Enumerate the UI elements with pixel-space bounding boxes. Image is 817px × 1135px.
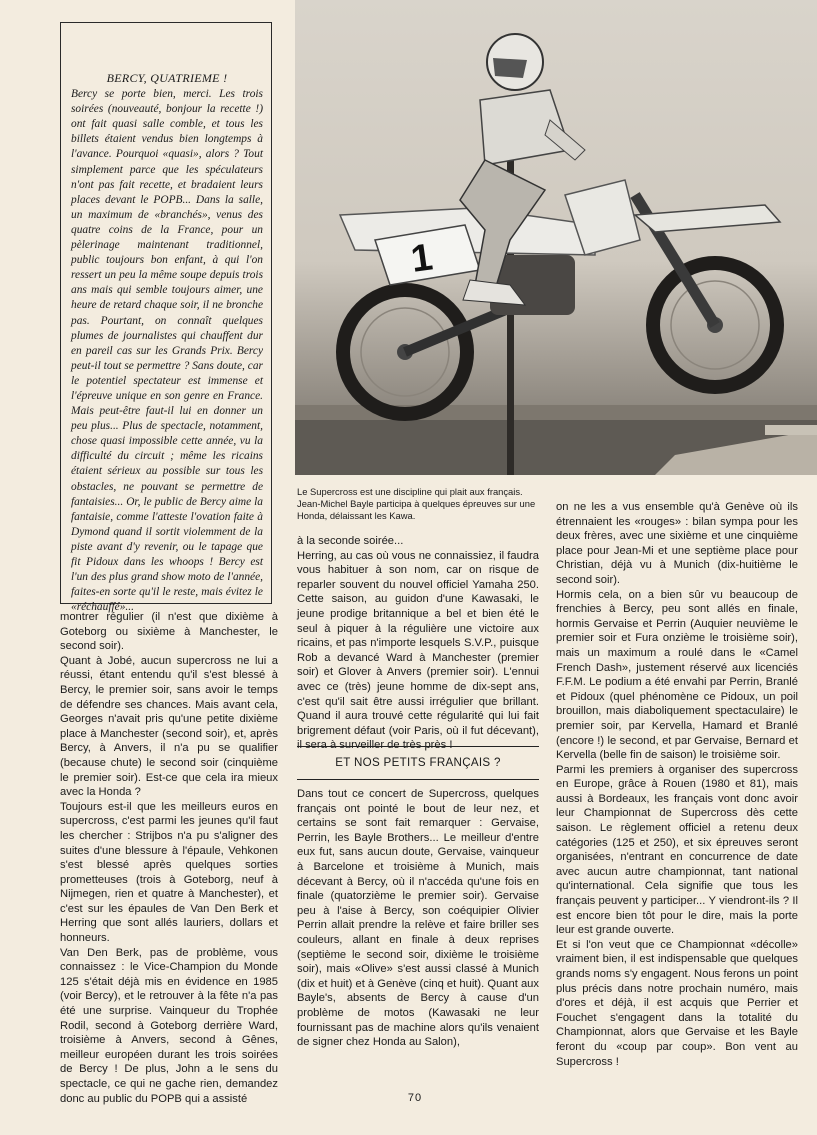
paragraph: Parmi les premiers à organiser des supercross en Europe, grâce à Rouen (1980 et 81), mais aussi à Bordeaux, les français vont donc avoir leur Championnat de Supercross dès cette saison. Le règlement officiel a retenu deux catégories (125 et 250), et six épreuves seront organisées, n'entrant en concurrence de date avec aucun autre championnat, tant national qu'international. Cela signifie que tous les français peuvent y participer... Y viendront-ils ? Il est encore bien tôt pour le dire, mais la porte leur est grande ouverte. <box>556 763 798 937</box>
sidebar-text: Bercy se porte bien, merci. Les trois soirées (nouveauté, bonjour la recette !) ont fait quasi salle comble, et tous les billets étaient vendus bien longtemps à l'avance. Pourquoi «quasi», alors ? Tout simplement parce que les spéculateurs n'ont pas fait recette, et bradaient leurs places devant le POPB... Dans la salle, un maximum de «branchés», venus des quatre coins de la France, pour un pèlerinage maintenant traditionnel, public toujours bon enfant, à qui l'on ressert un peu la même soupe depuis trois ans mais qui semble toujours aimer, une heure de retard chaque soir, il ne bronche pas. Pourtant, on connaît quelques plumes de journalistes qui chauffent dur en pareil cas sur les Grands Prix. Bercy peut-il tout se permettre ? Sans doute, car le potentiel spectateur est immense et l'épreuve unique en son genre en France. Mais peut-être faut-il lui en donner un peu plus... Plus de spectacle, notamment, chose quasi impossible cette année, vu la difficulté du circuit ; même les ricains étaient sérieux au possible sur tous les obstacles, ne pouvant se permettre de fantaisies... Or, le public de Bercy aime la fantaisie, comme l'atteste l'ovation faite à Dymond quand il sortit violemment de la piste avant d'y revenir, ou le tapage que fit Pidoux dans les whoops ! Bercy est l'un des plus grand show moto de l'année, faites-en sorte qu'il le reste, mais évitez le «réchauffé»... <box>71 88 263 614</box>
paragraph: à la seconde soirée... <box>297 535 404 547</box>
number-plate-text: 1 <box>408 236 436 281</box>
column-2 <box>297 534 539 753</box>
paragraph: Hormis cela, on a bien sûr vu beaucoup de frenchies à Bercy, peu sont allés en finale, hormis Gervaise et Perrin (Auquier neuvième le premier soir et Fura onzième le troisième soir), mais un maximum a roulé dans le «Camel French Dash», justement réservé aux licenciés F.F.M. Le podium a été envahi par Perrin, Branlé et Pidoux (quel phénomène ce Pidoux, un poil brouillon, mais diaboliquement spectaculaire) le premier soir, par Kervella, Hamard et Branlé (encore !) le second, et par Gervaise, Bernard et Kervella (belle fin de saison) le troisième soir. <box>556 588 798 762</box>
paragraph: Herring, au cas où vous ne connaissiez, il faudra vous habituer à son nom, car on risque de reparler souvent du nouvel officiel Yamaha 250. Cette saison, au guidon d'une Kawasaki, le jeune prodige britannique a bel et bien été le seul à piquer à la régulière une victoire aux ricains, et pas n'importe lesquels S.V.P., puisque Rob a devancé Ward à Manchester (premier soir) et Glover à Anvers (premier soir). L'ennui avec ce (très) jeune homme de dix-sept ans, c'est qu'il sait être aussi irrégulier que brillant. Quand il aura trouvé cette régularité qui lui fait brigrement défaut (voir Paris, où il fut décevant), il sera à surveiller de très près ! <box>297 549 539 752</box>
column-2-continued <box>297 787 539 1050</box>
photo-caption <box>297 486 539 523</box>
paragraph: Quant à Jobé, aucun supercross ne lui a réussi, étant entendu qu'il s'est blessé à Bercy, le premier soir, sans avoir le temps de défendre ses chances. Mais avant cela, Georges n'avait pris qu'une petite dixième place à Manchester (second soir), et, après Bercy, à Anvers, il n'a pu se qualifier (because chute) le second soir (cinquième le premier soir). Est-ce que cela ira mieux avec la Honda ? <box>60 654 278 799</box>
caption-text: Le Supercross est une discipline qui plait aux français. Jean-Michel Bayle participa à quelques épreuves sur une Honda, délaissant les Kawa. <box>297 486 536 522</box>
column-3 <box>556 500 798 1069</box>
paragraph: montrer régulier (il n'est que dixième à Goteborg ou sixième à Manchester, le second soir). <box>60 611 278 653</box>
sidebar-box <box>60 22 272 614</box>
paragraph: Van Den Berk, pas de problème, vous connaissez : le Vice-Champion du Monde 125 s'était déjà mis en évidence en 1985 (voir Bercy), et le retrouver à la fête n'a pas été une surprise. Vainqueur du Trophée Rodil, second à Goteborg derrière Ward, troisième à Anvers, second à Gênes, meilleur européen durant les trois soirées de Bercy ! De plus, John a le sens du spectacle, ce qui ne gache rien, demandez donc au public du POPB qui a assisté <box>60 946 278 1105</box>
paragraph: Dans tout ce concert de Supercross, quelques français ont pointé le bout de leur nez, et certains se sont fait remarquer : Gervaise, Perrin, les Bayle Brothers... Le meilleur d'entre eux fut, sans aucun doute, Gervaise, vainqueur à Barcelone et troisième à Munich, mais décevant à Bercy, où il n'accéda qu'une fois en finale (quatorzième le premier soir). Gervaise peu à l'aise à Bercy, son coéquipier Olivier Perrin allait prendre la relève et faire briller ses couleurs, allant en finale à deux reprises (septième le second soir, dixième le troisième soir), mais «Olive» s'est aussi classé à Munich (dix et huit) et à Genève (cinq et huit). Quant aux Bayle's, absents de Bercy à cause d'un problème de motos (Kawasaki ne leur fournissant pas de machine alors qu'ils venaient de signer chez Honda au Salon), <box>297 788 539 1049</box>
motocross-photo <box>295 0 817 475</box>
section-heading: ET NOS PETITS FRANÇAIS ? <box>297 746 539 780</box>
column-1 <box>60 610 278 1106</box>
sidebar-heading: BERCY, QUATRIEME ! <box>106 71 228 85</box>
paragraph: on ne les a vus ensemble qu'à Genève où ils étrennaient les «rouges» : bilan sympa pour les deux frères, avec une sixième et une cinquième place pour Jean-Mi et une septième place pour Christian, déjà vu à Munich (dix-huitième le second soir). <box>556 501 798 586</box>
motocross-illustration <box>295 0 817 475</box>
paragraph: Et si l'on veut que ce Championnat «décolle» vraiment bien, il est indispensable que quelques grands noms s'y engagent. Nous ferons un point plus précis dans notre prochain numéro, mais d'ores et déjà, il est acquis que Perrier et Fouchet s'engagent dans la totalité du Championnat, alors que Gervaise et les Bayle feront du «coup par coup». Bon vent au Supercross ! <box>556 938 798 1068</box>
page-number: 70 <box>407 1092 423 1104</box>
paragraph: Toujours est-il que les meilleurs euros en supercross, c'est parmi les jeunes qu'il faut les chercher : Strijbos n'a pu s'aligner des suites d'une blessure à l'épaule, Vehkonen s'est blessé après quelques sorties prometteuses (trois à Goteborg, neuf à Nijmegen, rien et quatre à Manchester), et c'est sur les épaules de Van Den Berk et Herring que sont allés lauriers, dollars et honneurs. <box>60 800 278 945</box>
